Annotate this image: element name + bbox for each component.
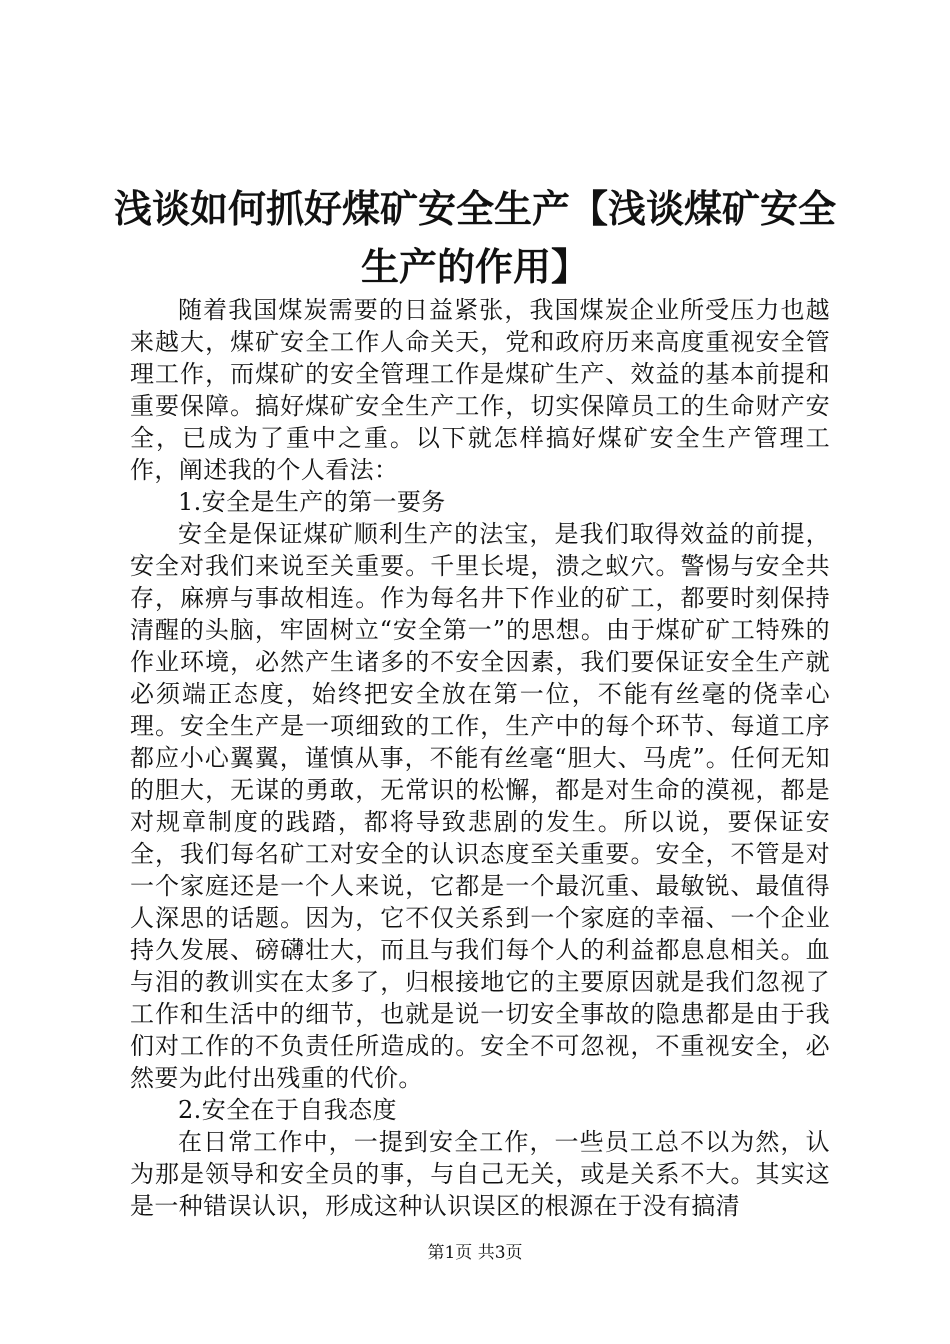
document-body [130,294,830,1222]
page-footer: 第1页 共3页 [427,1243,523,1263]
paragraph-section-2: 在日常工作中，一提到安全工作，一些员工总不以为然，认为那是领导和安全员的事，与自己无关，或是关系不大。其实这是一种错误认识，形成这种认识误区的根源在于没有搞清 [130,1128,830,1220]
paragraph-intro: 随着我国煤炭需要的日益紧张，我国煤炭企业所受压力也越来越大，煤矿安全工作人命关天，党和政府历来高度重视安全管理工作，而煤矿的安全管理工作是煤矿生产、效益的基本前提和重要保障。搞好煤矿安全生产工作，切实保障员工的生命财产安全，已成为了重中之重。以下就怎样搞好煤矿安全生产管理工作，阐述我的个人看法： [130,296,830,484]
paragraph-section-1: 安全是保证煤矿顺利生产的法宝，是我们取得效益的前提，安全对我们来说至关重要。千里长堤，溃之蚁穴。警惕与安全共存，麻痹与事故相连。作为每名井下作业的矿工，都要时刻保持清醒的头脑，牢固树立“安全第一”的思想。由于煤矿矿工特殊的作业环境，必然产生诸多的不安全因素，我们要保证安全生产就必须端正态度，始终把安全放在第一位，不能有丝毫的侥幸心理。安全生产是一项细致的工作，生产中的每个环节、每道工序都应小心翼翼，谨慎从事，不能有丝毫“胆大、马虎”。任何无知的胆大，无谋的勇敢，无常识的松懈，都是对生命的漠视，都是对规章制度的践踏，都将导致悲剧的发生。所以说，要保证安全，我们每名矿工对安全的认识态度至关重要。安全，不管是对一个家庭还是一个人来说，它都是一个最沉重、最敏锐、最值得人深思的话题。因为，它不仅关系到一个家庭的幸福、一个企业持久发展、磅礴壮大，而且与我们每个人的利益都息息相关。血与泪的教训实在太多了，归根接地它的主要原因就是我们忽视了工作和生活中的细节，也就是说一切安全事故的隐患都是由于我们对工作的不负责任所造成的。安全不可忽视，不重视安全，必然要为此付出残重的代价。 [130,520,830,1092]
document-title: 浅谈如何抓好煤矿安全生产【浅谈煤矿安全生产的作用】 [113,186,836,289]
section-heading-2: 2.安全在于自我态度 [178,1096,397,1124]
section-heading-1: 1.安全是生产的第一要务 [178,488,446,516]
